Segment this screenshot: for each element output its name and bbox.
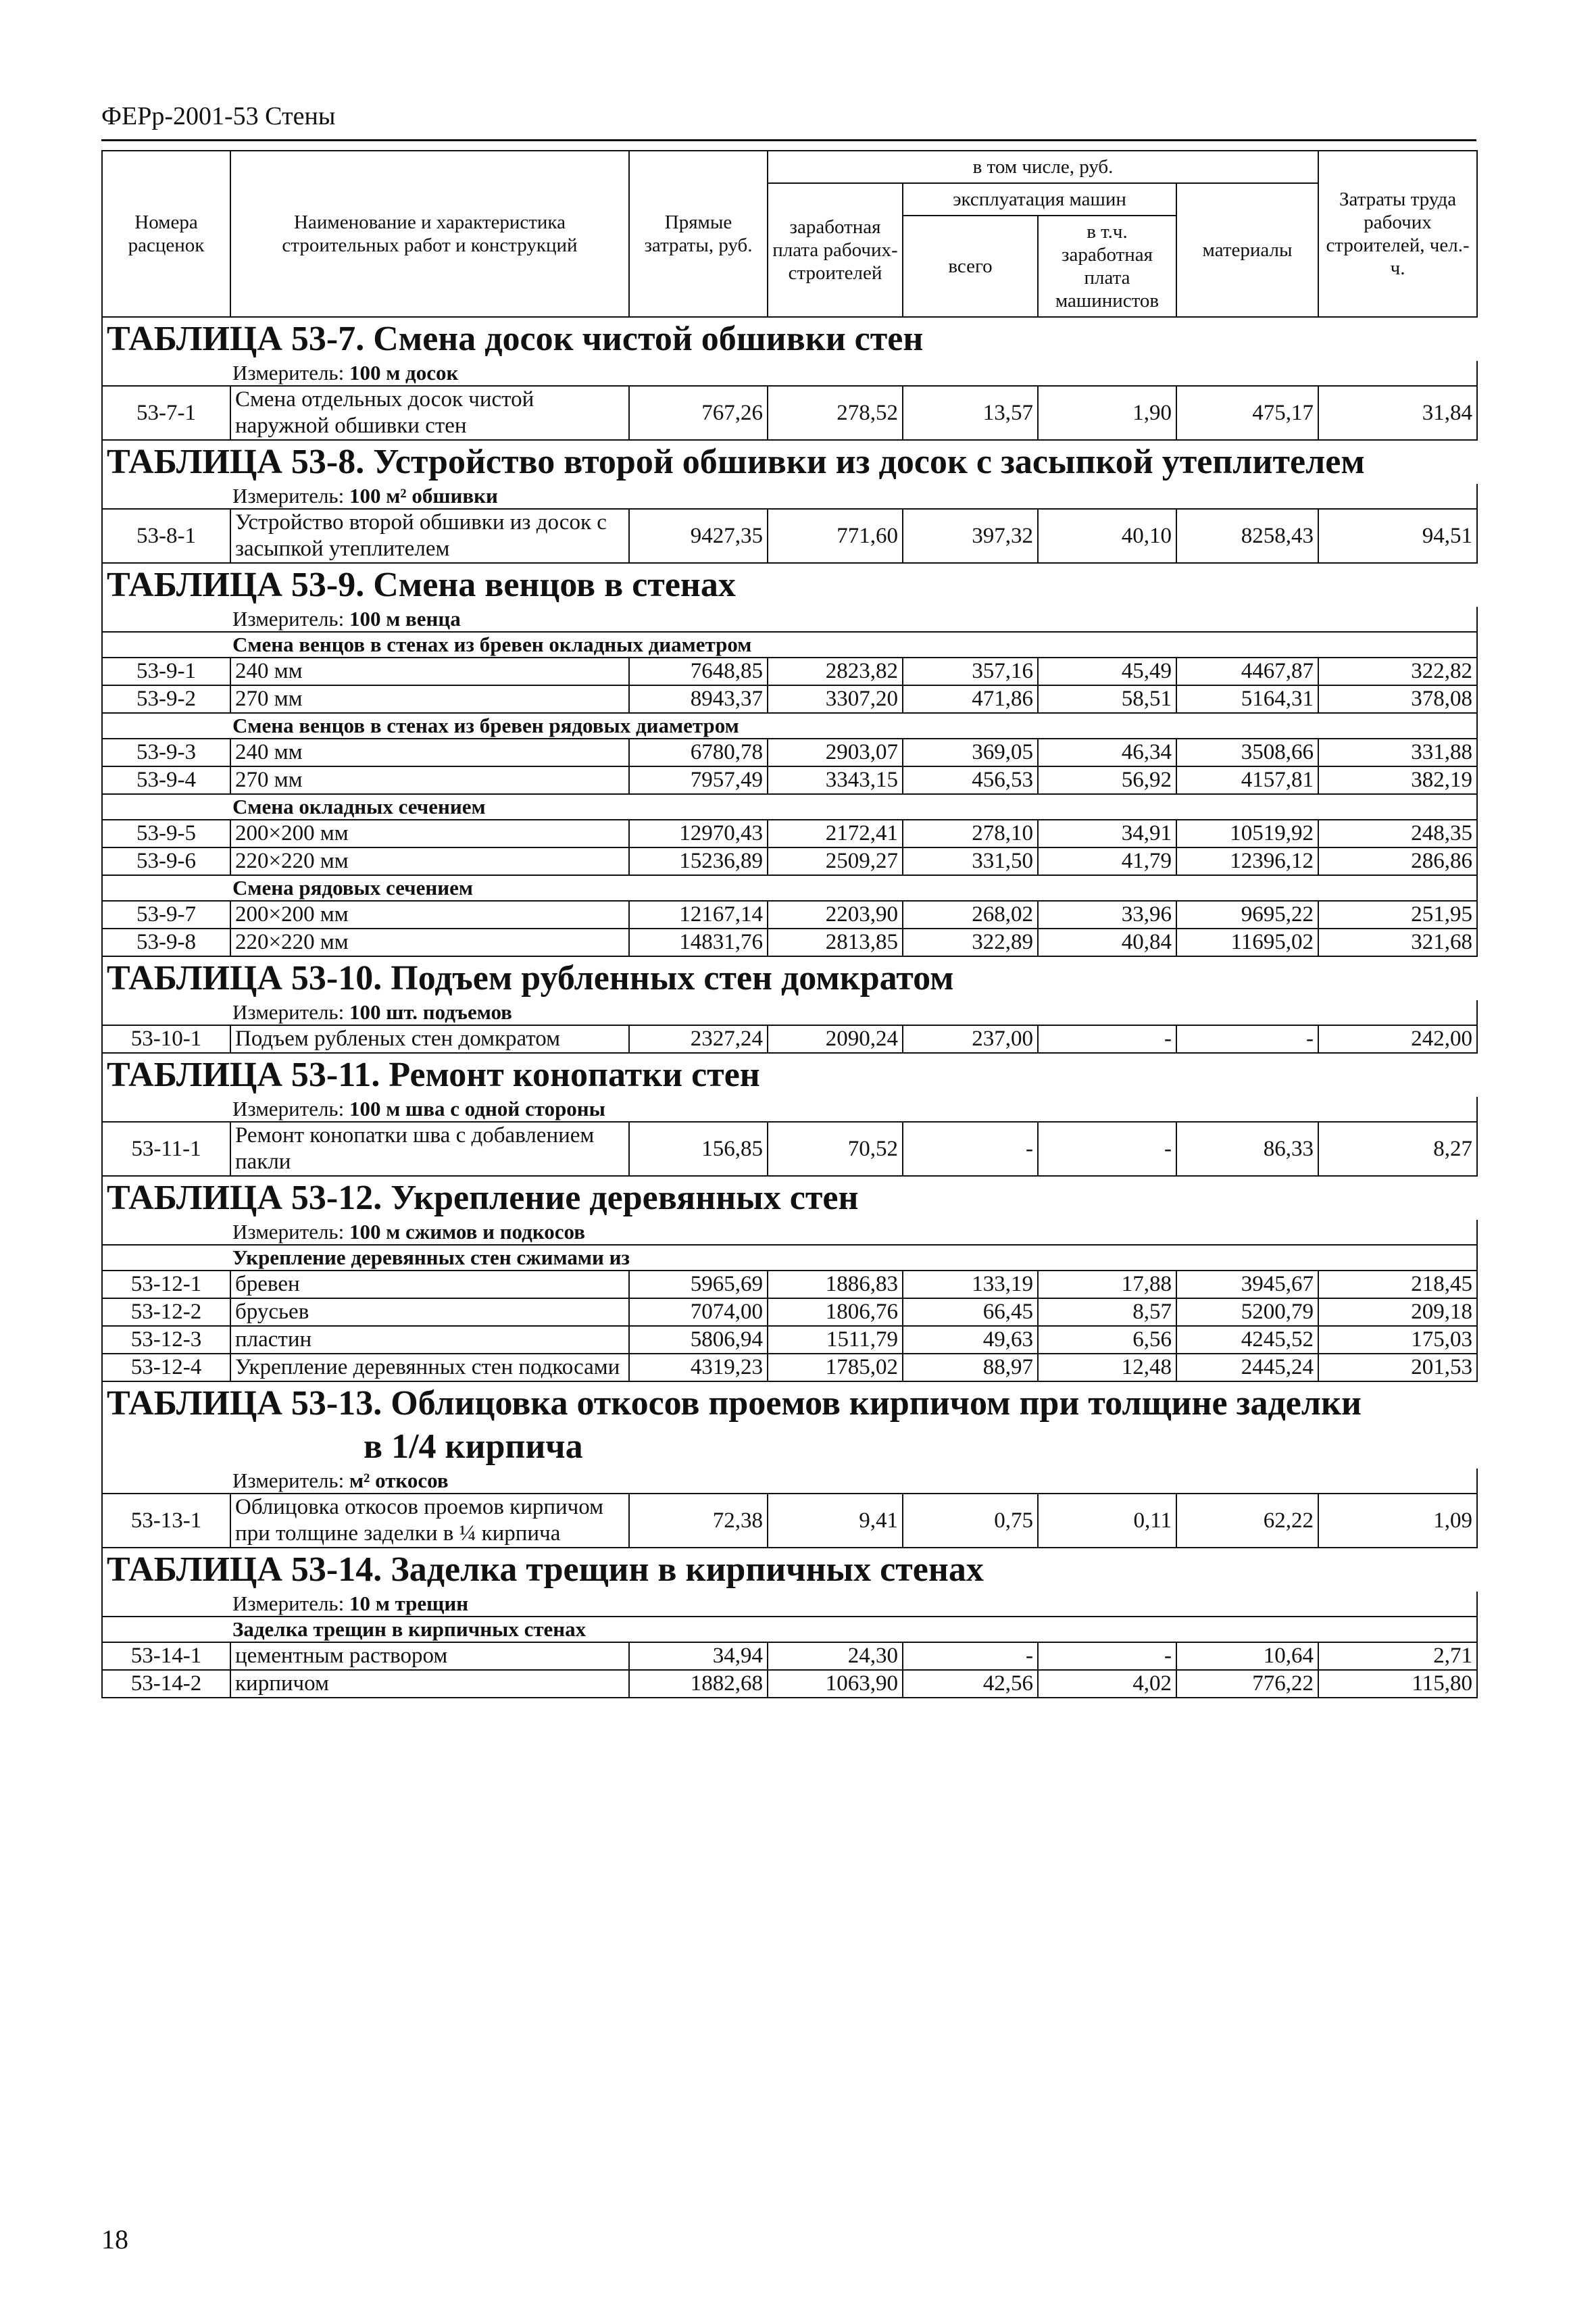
column-header-wages: заработная плата рабочих-строителей [768, 183, 903, 317]
unit-cell [102, 361, 1477, 386]
table-row [102, 1122, 1477, 1176]
value-labor: 286,86 [1318, 847, 1477, 875]
table-title: ТАБЛИЦА 53-12. Укрепление деревянных стен [107, 1179, 859, 1217]
rate-code: 53-14-1 [102, 1642, 230, 1670]
value-wages: 278,52 [768, 386, 903, 440]
value-labor: 115,80 [1318, 1670, 1477, 1698]
work-name: бревен [230, 1271, 629, 1298]
unit-value: м² откосов [349, 1469, 449, 1492]
rates-sheet [101, 150, 1476, 1698]
rate-code: 53-12-2 [102, 1298, 230, 1326]
table-title-cell [102, 563, 1477, 607]
column-header-machines-total: всего [903, 216, 1038, 317]
value-machine-wages: - [1038, 1642, 1176, 1670]
value-machines: 42,56 [903, 1670, 1038, 1698]
value-direct: 7957,49 [629, 766, 768, 794]
table-title-cell [102, 440, 1477, 484]
rate-code: 53-12-3 [102, 1326, 230, 1354]
value-materials: - [1176, 1025, 1318, 1053]
value-wages: 1806,76 [768, 1298, 903, 1326]
group-subtitle-row [102, 794, 1477, 820]
value-labor: 321,68 [1318, 929, 1477, 956]
value-machine-wages: - [1038, 1122, 1176, 1176]
table-row [102, 685, 1477, 713]
value-machines: 322,89 [903, 929, 1038, 956]
value-wages: 3343,15 [768, 766, 903, 794]
value-machines: 357,16 [903, 658, 1038, 685]
value-machine-wages: 40,10 [1038, 509, 1176, 563]
rate-code: 53-14-2 [102, 1670, 230, 1698]
unit-cell [102, 1097, 1477, 1122]
table-title-cell [102, 317, 1477, 361]
running-head: ФЕРр-2001-53 Стены [101, 102, 336, 130]
unit-value: 100 м сжимов и подкосов [349, 1220, 586, 1244]
unit-row [102, 1097, 1477, 1122]
rate-code: 53-11-1 [102, 1122, 230, 1176]
table-title: ТАБЛИЦА 53-7. Смена досок чистой обшивки стен [107, 320, 924, 358]
table-title-row [102, 1053, 1477, 1097]
group-subtitle-row [102, 875, 1477, 901]
column-header-materials: материалы [1176, 183, 1318, 317]
group-subtitle: Смена венцов в стенах из бревен окладных диаметром [102, 632, 1477, 658]
value-materials: 3945,67 [1176, 1271, 1318, 1298]
unit-cell [102, 484, 1477, 509]
value-machine-wages: - [1038, 1025, 1176, 1053]
rate-code: 53-10-1 [102, 1025, 230, 1053]
value-materials: 11695,02 [1176, 929, 1318, 956]
work-name: 220×220 мм [230, 847, 629, 875]
value-direct: 156,85 [629, 1122, 768, 1176]
value-wages: 1063,90 [768, 1670, 903, 1698]
work-name: Подъем рубленых стен домкратом [230, 1025, 629, 1053]
table-row [102, 1298, 1477, 1326]
value-direct: 14831,76 [629, 929, 768, 956]
rate-code: 53-9-2 [102, 685, 230, 713]
unit-prefix: Измеритель: [232, 1469, 345, 1492]
unit-prefix: Измеритель: [232, 1592, 345, 1615]
table-row [102, 901, 1477, 929]
table-title-continued: в 1/4 кирпича [364, 1427, 583, 1466]
value-materials: 86,33 [1176, 1122, 1318, 1176]
group-subtitle-row [102, 713, 1477, 739]
rate-code: 53-9-7 [102, 901, 230, 929]
value-direct: 1882,68 [629, 1670, 768, 1698]
work-name: 270 мм [230, 766, 629, 794]
unit-row [102, 607, 1477, 632]
rate-code: 53-12-1 [102, 1271, 230, 1298]
value-labor: 251,95 [1318, 901, 1477, 929]
value-direct: 7074,00 [629, 1298, 768, 1326]
value-machine-wages: 46,34 [1038, 739, 1176, 766]
value-materials: 8258,43 [1176, 509, 1318, 563]
group-subtitle: Укрепление деревянных стен сжимами из [102, 1245, 1477, 1271]
rate-code: 53-12-4 [102, 1354, 230, 1381]
rate-code: 53-9-8 [102, 929, 230, 956]
rate-code: 53-8-1 [102, 509, 230, 563]
unit-cell [102, 1220, 1477, 1245]
column-header-machines: эксплуатация машин [903, 183, 1176, 216]
value-labor: 242,00 [1318, 1025, 1477, 1053]
value-direct: 6780,78 [629, 739, 768, 766]
column-header-row [102, 151, 1477, 183]
value-materials: 4467,87 [1176, 658, 1318, 685]
value-wages: 24,30 [768, 1642, 903, 1670]
value-labor: 378,08 [1318, 685, 1477, 713]
table-title: ТАБЛИЦА 53-13. Облицовка откосов проемов кирпичом при толщине заделки [107, 1384, 1362, 1423]
header-rule [101, 139, 1476, 141]
work-name: Смена отдельных досок чистой наружной обшивки стен [230, 386, 629, 440]
work-name: 220×220 мм [230, 929, 629, 956]
table-row [102, 1326, 1477, 1354]
value-machines: 66,45 [903, 1298, 1038, 1326]
work-name: 200×200 мм [230, 901, 629, 929]
table-row [102, 929, 1477, 956]
value-labor: 209,18 [1318, 1298, 1477, 1326]
value-machines: 13,57 [903, 386, 1038, 440]
page-number: 18 [101, 2224, 128, 2255]
value-materials: 9695,22 [1176, 901, 1318, 929]
unit-row [102, 1592, 1477, 1617]
value-labor: 2,71 [1318, 1642, 1477, 1670]
table-row [102, 739, 1477, 766]
table-row [102, 386, 1477, 440]
value-labor: 1,09 [1318, 1494, 1477, 1548]
value-wages: 2813,85 [768, 929, 903, 956]
table-row [102, 1025, 1477, 1053]
value-direct: 9427,35 [629, 509, 768, 563]
work-name: 240 мм [230, 739, 629, 766]
value-machine-wages: 40,84 [1038, 929, 1176, 956]
work-name: кирпичом [230, 1670, 629, 1698]
unit-value: 100 шт. подъемов [349, 1000, 512, 1024]
value-labor: 31,84 [1318, 386, 1477, 440]
table-row [102, 1494, 1477, 1548]
value-machine-wages: 41,79 [1038, 847, 1176, 875]
table-row [102, 1642, 1477, 1670]
table-title: ТАБЛИЦА 53-10. Подъем рубленных стен домкратом [107, 959, 954, 998]
table-row [102, 820, 1477, 847]
work-name: Устройство второй обшивки из досок с засыпкой утеплителем [230, 509, 629, 563]
table-title: ТАБЛИЦА 53-8. Устройство второй обшивки из досок с засыпкой утеплителем [107, 443, 1365, 481]
value-wages: 771,60 [768, 509, 903, 563]
table-title-cell [102, 1548, 1477, 1592]
value-machines: 369,05 [903, 739, 1038, 766]
value-labor: 8,27 [1318, 1122, 1477, 1176]
table-title-row [102, 563, 1477, 607]
value-machines: 268,02 [903, 901, 1038, 929]
value-machine-wages: 17,88 [1038, 1271, 1176, 1298]
unit-cell [102, 1469, 1477, 1494]
value-machines: 331,50 [903, 847, 1038, 875]
value-materials: 4245,52 [1176, 1326, 1318, 1354]
value-materials: 12396,12 [1176, 847, 1318, 875]
value-wages: 1785,02 [768, 1354, 903, 1381]
value-direct: 12167,14 [629, 901, 768, 929]
value-machine-wages: 34,91 [1038, 820, 1176, 847]
rate-code: 53-9-3 [102, 739, 230, 766]
value-machines: 471,86 [903, 685, 1038, 713]
value-wages: 1511,79 [768, 1326, 903, 1354]
value-wages: 70,52 [768, 1122, 903, 1176]
value-materials: 62,22 [1176, 1494, 1318, 1548]
value-machines: 88,97 [903, 1354, 1038, 1381]
value-materials: 475,17 [1176, 386, 1318, 440]
value-machine-wages: 8,57 [1038, 1298, 1176, 1326]
rate-code: 53-7-1 [102, 386, 230, 440]
value-materials: 3508,66 [1176, 739, 1318, 766]
rate-code: 53-9-5 [102, 820, 230, 847]
group-subtitle: Смена венцов в стенах из бревен рядовых диаметром [102, 713, 1477, 739]
value-machine-wages: 6,56 [1038, 1326, 1176, 1354]
value-wages: 2172,41 [768, 820, 903, 847]
rates-table [101, 150, 1478, 1698]
rate-code: 53-13-1 [102, 1494, 230, 1548]
table-title: ТАБЛИЦА 53-14. Заделка трещин в кирпичных стенах [107, 1550, 984, 1589]
value-wages: 2823,82 [768, 658, 903, 685]
value-machine-wages: 4,02 [1038, 1670, 1176, 1698]
table-title-cell [102, 956, 1477, 1000]
value-machines: 49,63 [903, 1326, 1038, 1354]
value-labor: 248,35 [1318, 820, 1477, 847]
value-labor: 331,88 [1318, 739, 1477, 766]
table-title-cell [102, 1053, 1477, 1097]
unit-row [102, 1220, 1477, 1245]
group-subtitle-row [102, 1617, 1477, 1642]
value-wages: 9,41 [768, 1494, 903, 1548]
unit-cell [102, 607, 1477, 632]
group-subtitle-row [102, 632, 1477, 658]
table-title-row [102, 440, 1477, 484]
table-row [102, 509, 1477, 563]
value-direct: 2327,24 [629, 1025, 768, 1053]
work-name: Ремонт конопатки шва с добавлением пакли [230, 1122, 629, 1176]
value-materials: 4157,81 [1176, 766, 1318, 794]
value-wages: 3307,20 [768, 685, 903, 713]
rate-code: 53-9-1 [102, 658, 230, 685]
unit-row [102, 361, 1477, 386]
value-machine-wages: 1,90 [1038, 386, 1176, 440]
value-wages: 1886,83 [768, 1271, 903, 1298]
work-name: Облицовка откосов проемов кирпичом при толщине заделки в ¼ кирпича [230, 1494, 629, 1548]
value-machines: 133,19 [903, 1271, 1038, 1298]
value-materials: 5200,79 [1176, 1298, 1318, 1326]
table-title-row [102, 1548, 1477, 1592]
column-header-labor: Затраты труда рабочих строителей, чел.-ч. [1318, 151, 1477, 317]
table-title-row [102, 1381, 1477, 1469]
group-subtitle: Смена рядовых сечением [102, 875, 1477, 901]
value-direct: 767,26 [629, 386, 768, 440]
unit-value: 100 м шва с одной стороны [349, 1097, 605, 1121]
rate-code: 53-9-6 [102, 847, 230, 875]
table-title: ТАБЛИЦА 53-9. Смена венцов в стенах [107, 566, 736, 604]
value-direct: 15236,89 [629, 847, 768, 875]
value-direct: 5806,94 [629, 1326, 768, 1354]
unit-value: 100 м² обшивки [349, 484, 498, 508]
rate-code: 53-9-4 [102, 766, 230, 794]
value-machine-wages: 58,51 [1038, 685, 1176, 713]
table-row [102, 1354, 1477, 1381]
value-direct: 7648,85 [629, 658, 768, 685]
value-labor: 94,51 [1318, 509, 1477, 563]
value-direct: 4319,23 [629, 1354, 768, 1381]
work-name: 270 мм [230, 685, 629, 713]
table-row [102, 847, 1477, 875]
value-machine-wages: 0,11 [1038, 1494, 1176, 1548]
table-title-row [102, 317, 1477, 361]
column-header-group: в том числе, руб. [768, 151, 1318, 183]
value-wages: 2090,24 [768, 1025, 903, 1053]
value-machines: 237,00 [903, 1025, 1038, 1053]
value-wages: 2509,27 [768, 847, 903, 875]
value-materials: 5164,31 [1176, 685, 1318, 713]
unit-value: 100 м венца [349, 607, 461, 631]
unit-prefix: Измеритель: [232, 607, 345, 631]
value-direct: 5965,69 [629, 1271, 768, 1298]
unit-row [102, 484, 1477, 509]
unit-prefix: Измеритель: [232, 361, 345, 385]
unit-prefix: Измеритель: [232, 484, 345, 508]
work-name: цементным раствором [230, 1642, 629, 1670]
value-machine-wages: 12,48 [1038, 1354, 1176, 1381]
value-wages: 2903,07 [768, 739, 903, 766]
value-machines: 456,53 [903, 766, 1038, 794]
table-title-cell [102, 1176, 1477, 1220]
value-labor: 218,45 [1318, 1271, 1477, 1298]
group-subtitle: Заделка трещин в кирпичных стенах [102, 1617, 1477, 1642]
work-name: 200×200 мм [230, 820, 629, 847]
work-name: пластин [230, 1326, 629, 1354]
value-machine-wages: 33,96 [1038, 901, 1176, 929]
value-direct: 72,38 [629, 1494, 768, 1548]
unit-value: 10 м трещин [349, 1592, 469, 1615]
table-row [102, 1670, 1477, 1698]
unit-row [102, 1469, 1477, 1494]
work-name: 240 мм [230, 658, 629, 685]
value-wages: 2203,90 [768, 901, 903, 929]
value-machines: 397,32 [903, 509, 1038, 563]
value-machines: 278,10 [903, 820, 1038, 847]
unit-prefix: Измеритель: [232, 1097, 345, 1121]
value-direct: 8943,37 [629, 685, 768, 713]
value-materials: 776,22 [1176, 1670, 1318, 1698]
value-machine-wages: 45,49 [1038, 658, 1176, 685]
value-labor: 175,03 [1318, 1326, 1477, 1354]
table-row [102, 1271, 1477, 1298]
group-subtitle: Смена окладных сечением [102, 794, 1477, 820]
table-title-cell [102, 1381, 1477, 1469]
unit-cell [102, 1592, 1477, 1617]
unit-cell [102, 1000, 1477, 1025]
value-machines: 0,75 [903, 1494, 1038, 1548]
value-machine-wages: 56,92 [1038, 766, 1176, 794]
column-header-machine-wages: в т.ч. заработная плата машинистов [1038, 216, 1176, 317]
unit-prefix: Измеритель: [232, 1220, 345, 1244]
table-title-row [102, 956, 1477, 1000]
value-machines: - [903, 1642, 1038, 1670]
value-materials: 2445,24 [1176, 1354, 1318, 1381]
value-materials: 10519,92 [1176, 820, 1318, 847]
group-subtitle-row [102, 1245, 1477, 1271]
column-header-code: Номера расценок [102, 151, 230, 317]
work-name: брусьев [230, 1298, 629, 1326]
unit-value: 100 м досок [349, 361, 459, 385]
value-labor: 201,53 [1318, 1354, 1477, 1381]
unit-row [102, 1000, 1477, 1025]
table-row [102, 766, 1477, 794]
value-labor: 382,19 [1318, 766, 1477, 794]
table-title: ТАБЛИЦА 53-11. Ремонт конопатки стен [107, 1056, 760, 1094]
value-machines: - [903, 1122, 1038, 1176]
table-title-row [102, 1176, 1477, 1220]
value-labor: 322,82 [1318, 658, 1477, 685]
value-direct: 34,94 [629, 1642, 768, 1670]
value-materials: 10,64 [1176, 1642, 1318, 1670]
table-row [102, 658, 1477, 685]
value-direct: 12970,43 [629, 820, 768, 847]
work-name: Укрепление деревянных стен подкосами [230, 1354, 629, 1381]
unit-prefix: Измеритель: [232, 1000, 345, 1024]
column-header-direct: Прямые затраты, руб. [629, 151, 768, 317]
column-header-name: Наименование и характеристика строительных работ и конструкций [230, 151, 629, 317]
